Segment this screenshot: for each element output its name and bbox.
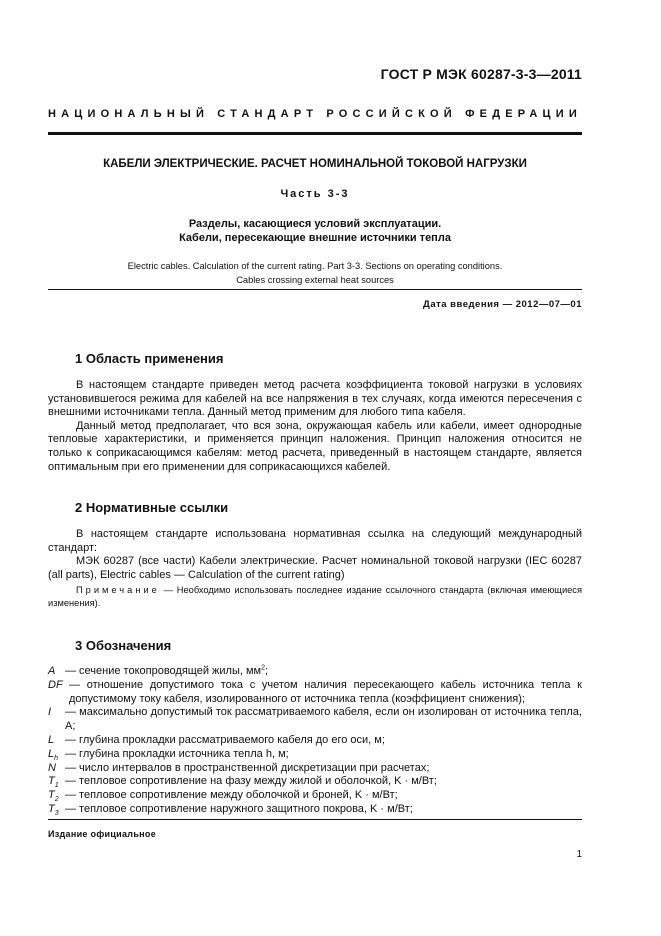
note-label: Примечание <box>76 585 160 595</box>
symbols-list <box>48 665 582 817</box>
section-heading-scope: 1 Область применения <box>75 351 224 366</box>
edition-label: Издание официальное <box>48 829 157 839</box>
symbol: $L_h$ <box>48 747 59 762</box>
section-scope-body <box>48 379 582 474</box>
symbol-description: — отношение допустимого тока с учетом наличия пересекающего кабель источника тепла к допустимому току кабеля, изолированного от источника тепла (коэффициент снижения); <box>69 678 582 705</box>
section-heading-symbols: 3 Обозначения <box>75 638 172 653</box>
list-item <box>48 775 582 789</box>
introduction-date: Дата введения — 2012—07—01 <box>423 299 582 310</box>
document-subtitle <box>48 217 582 245</box>
standard-number: ГОСТ Р МЭК 60287-3-3—2011 <box>380 66 582 82</box>
symbol-description: — максимально допустимый ток рассматриваемого кабеля, если он изолирован от источника тепла, A; <box>65 706 582 733</box>
header-divider <box>48 132 582 135</box>
english-title-line: Electric cables. Calculation of the current rating. Part 3-3. Sections on operating conditions. <box>127 261 503 271</box>
symbol: N <box>48 761 56 774</box>
footer-divider <box>48 819 582 820</box>
symbol-description: — тепловое сопротивление наружного защитного покрова, K · м/Вт; <box>65 802 413 815</box>
list-item <box>48 762 582 776</box>
part-label: Часть 3-3 <box>280 188 350 200</box>
note-text: — Необходимо использовать последнее издание ссылочного стандарта (включая имеющиеся изменения). <box>48 585 582 608</box>
symbol: I <box>48 706 52 719</box>
symbol: $T_1$ <box>48 775 59 790</box>
english-title-line: Cables crossing external heat sources <box>236 275 394 285</box>
symbol-description: — глубина прокладки источника тепла h, м; <box>65 747 289 760</box>
english-title <box>48 259 582 287</box>
paragraph: Данный метод предполагает, что вся зона, окружающая кабель или кабели, имеет однородные тепловые характеристики, и применяется принцип наложения. Принцип наложения относится не только к соприкасающимся кабелям: метод расчета, приведенный в настоящем стандарте, является оптимальным при его применении для соприкасающихся кабелей. <box>48 419 582 473</box>
symbol-description: — число интервалов в пространственной дискретизации при расчетах; <box>65 761 430 774</box>
list-item <box>48 734 582 748</box>
symbol-description: — сечение токопроводящей жилы, $мм^2$; <box>65 664 269 677</box>
document-title: КАБЕЛИ ЭЛЕКТРИЧЕСКИЕ. РАСЧЕТ НОМИНАЛЬНОЙ ТОКОВОЙ НАГРУЗКИ <box>103 158 527 170</box>
paragraph: МЭК 60287 (все части) Кабели электрические. Расчет номинальной токовой нагрузки (IEC 60287 (all parts), Electric cables — Calculation of the current rating) <box>48 555 582 581</box>
symbol: DF <box>48 678 63 691</box>
banner-word: ФЕДЕРАЦИИ <box>465 108 582 120</box>
subtitle-line: Разделы, касающиеся условий эксплуатации. <box>188 218 442 230</box>
national-standard-banner <box>48 108 582 120</box>
list-item <box>48 789 582 803</box>
symbol: A <box>48 665 56 677</box>
list-item <box>48 679 582 707</box>
symbol: $T_2$ <box>48 789 59 804</box>
section-heading-references: 2 Нормативные ссылки <box>75 500 229 515</box>
banner-word: СТАНДАРТ <box>217 108 319 120</box>
paragraph: В настоящем стандарте использована нормативная ссылка на следующий международный стандарт: <box>48 528 582 554</box>
banner-word: НАЦИОНАЛЬНЫЙ <box>48 108 210 120</box>
subtitle-line: Кабели, пересекающие внешние источники тепла <box>179 232 451 244</box>
symbol-description: — тепловое сопротивление между оболочкой и броней, K · м/Вт; <box>65 789 398 802</box>
banner-word: РОССИЙСКОЙ <box>326 108 457 120</box>
symbol: $T_3$ <box>48 802 59 818</box>
list-item <box>48 748 582 762</box>
section-references-body <box>48 528 582 582</box>
symbol: L <box>48 733 55 746</box>
symbol-description: — тепловое сопротивление на фазу между жилой и оболочкой, K · м/Вт; <box>65 775 437 788</box>
reference-note <box>48 584 582 610</box>
list-item <box>48 665 582 679</box>
paragraph: В настоящем стандарте приведен метод расчета коэффициента токовой нагрузки в условиях установившегося режима для кабелей на все напряжения в тех случаях, когда имеются пересечения с внешними источниками тепла. Данный метод применим для любого типа кабеля. <box>48 379 582 419</box>
page-number: 1 <box>576 849 582 860</box>
list-item <box>48 706 582 734</box>
list-item <box>48 803 582 817</box>
symbol-description: — глубина прокладки рассматриваемого кабеля до его оси, м; <box>65 733 385 746</box>
title-divider <box>48 289 582 290</box>
